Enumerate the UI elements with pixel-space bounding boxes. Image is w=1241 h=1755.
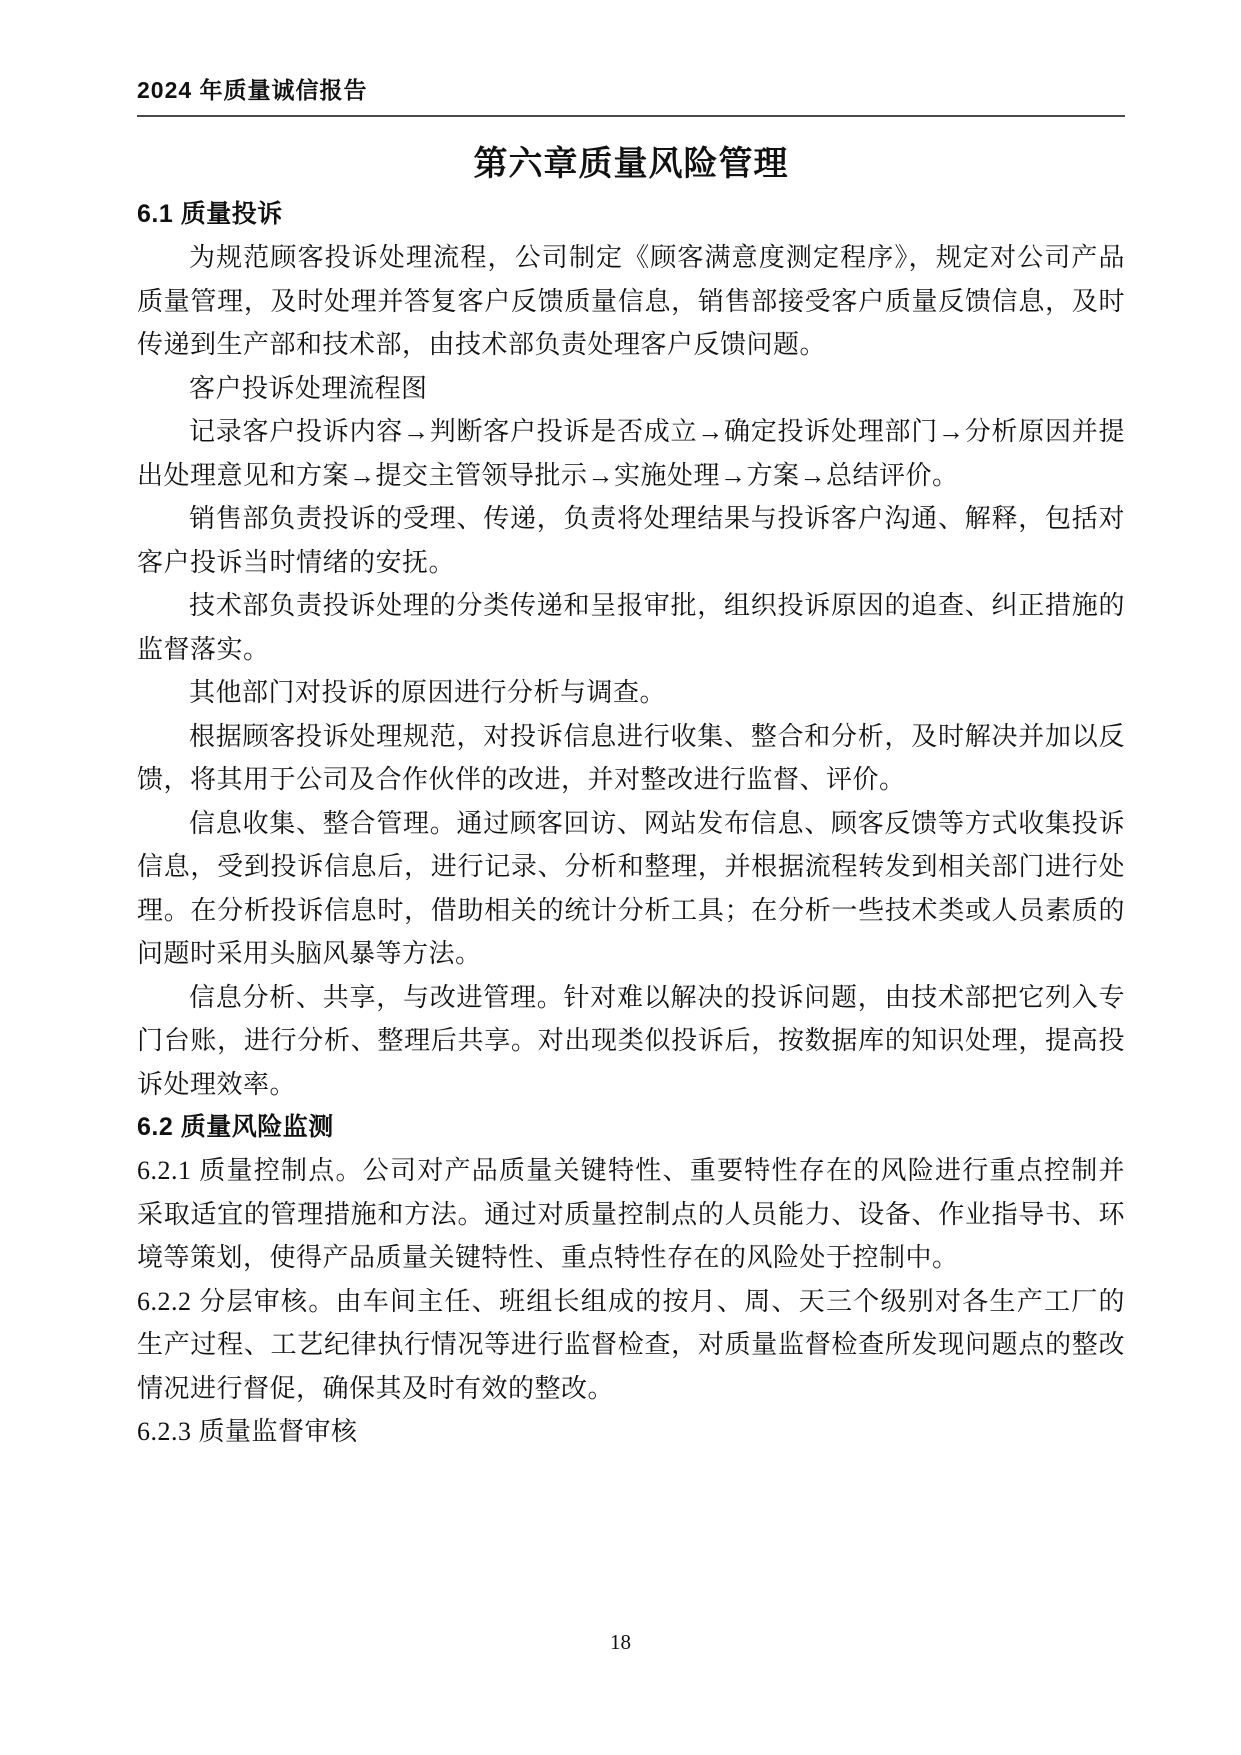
page-footer (0, 1630, 1241, 1655)
report-header-title: 2024 年质量诚信报告 (137, 77, 368, 103)
paragraph-6-2-3-quality-supervision-audit: 6.2.3 质量监督审核 (137, 1417, 358, 1446)
page-number: 18 (610, 1630, 631, 1654)
paragraph-sales-dept-duty: 销售部负责投诉的受理、传递，负责将处理结果与投诉客户沟通、解释，包括对客户投诉当时情绪的安抚。 (137, 504, 1125, 577)
paragraph-flowchart-caption: 客户投诉处理流程图 (189, 373, 428, 403)
paragraph-6-2-2-layered-audit: 6.2.2 分层审核。由车间主任、班组长组成的按月、周、天三个级别对各生产工厂的生产过程、工艺纪律执行情况等进行监督检查，对质量监督检查所发现问题点的整改情况进行督促，确保其及时有效的整改。 (137, 1286, 1125, 1403)
paragraph-other-dept-duty: 其他部门对投诉的原因进行分析与调查。 (189, 678, 667, 707)
paragraph-info-collection: 信息收集、整合管理。通过顾客回访、网站发布信息、顾客反馈等方式收集投诉信息，受到投诉信息后，进行记录、分析和整理，并根据流程转发到相关部门进行处理。在分析投诉信息时，借助相关的统计分析工具；在分析一些技术类或人员素质的问题时采用头脑风暴等方法。 (137, 808, 1125, 968)
page-header (137, 76, 1125, 117)
chapter-title: 第六章质量风险管理 (473, 145, 789, 183)
section-heading-6-2: 6.2 质量风险监测 (137, 1113, 334, 1141)
paragraph-complaint-handling-spec: 根据顾客投诉处理规范，对投诉信息进行收集、整合和分析，及时解决并加以反馈，将其用于公司及合作伙伴的改进，并对整改进行监督、评价。 (137, 721, 1125, 794)
section-heading-6-1: 6.1 质量投诉 (137, 200, 283, 228)
paragraph-tech-dept-duty: 技术部负责投诉处理的分类传递和呈报审批，组织投诉原因的追查、纠正措施的监督落实。 (137, 591, 1125, 664)
paragraph-complaint-procedure: 为规范顾客投诉处理流程，公司制定《顾客满意度测定程序》，规定对公司产品质量管理，及时处理并答复客户反馈质量信息，销售部接受客户质量反馈信息，及时传递到生产部和技术部，由技术部负责处理客户反馈问题。 (137, 243, 1125, 359)
header-divider-rule (137, 115, 1125, 117)
paragraph-complaint-flow-steps: 记录客户投诉内容→判断客户投诉是否成立→确定投诉处理部门→分析原因并提出处理意见和方案→提交主管领导批示→实施处理→方案→总结评价。 (137, 417, 1125, 490)
paragraph-info-analysis-sharing: 信息分析、共享，与改进管理。针对难以解决的投诉问题，由技术部把它列入专门台账，进行分析、整理后共享。对出现类似投诉后，按数据库的知识处理，提高投诉处理效率。 (137, 982, 1125, 1099)
paragraph-6-2-1-quality-control-points: 6.2.1 质量控制点。公司对产品质量关键特性、重要特性存在的风险进行重点控制并采取适宜的管理措施和方法。通过对质量控制点的人员能力、设备、作业指导书、环境等策划，使得产品质量关键特性、重点特性存在的风险处于控制中。 (137, 1156, 1125, 1272)
